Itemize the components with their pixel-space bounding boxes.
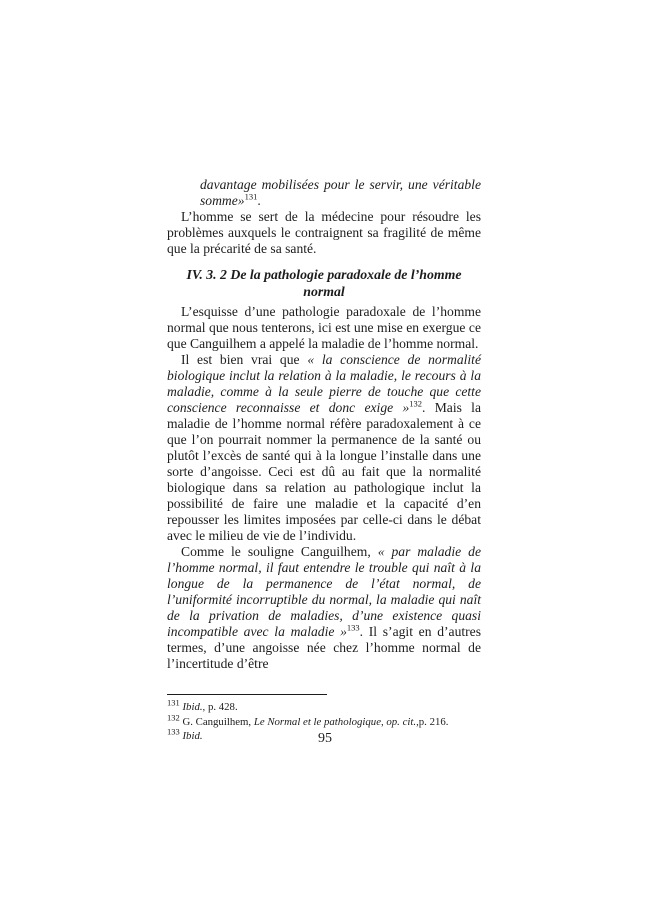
- footnote-133: $^{133}$ Ibid.: [167, 726, 203, 743]
- paragraph-1: L’homme se sert de la médecine pour résoudre les problèmes auxquels le contraignent sa fragilité de même que la précarité de sa santé.: [167, 209, 481, 256]
- paragraph-3: Il est bien vrai que « la conscience de normalité biologique inclut la relation à la maladie, le recours à la maladie, comme à la seule pierre de touche que cette conscience reconnaisse et donc exige »$^{132}$. Mais la maladie de l’homme normal réfère paradoxalement à ce que l’on pourrait nommer la permanence de la santé ou plutôt l’excès de santé qui à la longue l’installe dans une sorte d’angoisse. Ceci est dû au fait que la normalité biologique dans sa relation au pathologique inclut la possibilité de faire une maladie et la capacité d’en repousser les limites imposées par celle-ci dans le débat avec le milieu de vie de l’individu.: [167, 352, 481, 543]
- paragraph-4: Comme le souligne Canguilhem, « par maladie de l’homme normal, il faut entendre le trouble qui naît à la longue de la permanence de l’état normal, de l’uniformité incorruptible du normal, la maladie qui naît de la privation de maladies, d’une existence quasi incompatible avec la maladie »$^{133}$. Il s’agit en d’autres termes, d’une angoisse née chez l’homme normal de l’incertitude d’être: [167, 544, 481, 671]
- paragraph-2: L’esquisse d’une pathologie paradoxale de l’homme normal que nous tenterons, ici est une mise en exergue ce que Canguilhem a appelé la maladie de l’homme normal.: [167, 304, 481, 351]
- text-column: [167, 177, 481, 744]
- footnote-separator: [167, 694, 327, 695]
- blockquote-continuation: davantage mobilisées pour le servir, une véritable somme»$^{131}$.: [200, 177, 481, 208]
- section-heading: IV. 3. 2 De la pathologie paradoxale de l’homme normal: [186, 267, 462, 299]
- footnote-131: $^{131}$ Ibid., p. 428.: [167, 697, 238, 713]
- footnote-132: $^{132}$ G. Canguilhem, Le Normal et le pathologique, op. cit.,p. 216.: [167, 712, 449, 728]
- page-number: 95: [318, 731, 332, 746]
